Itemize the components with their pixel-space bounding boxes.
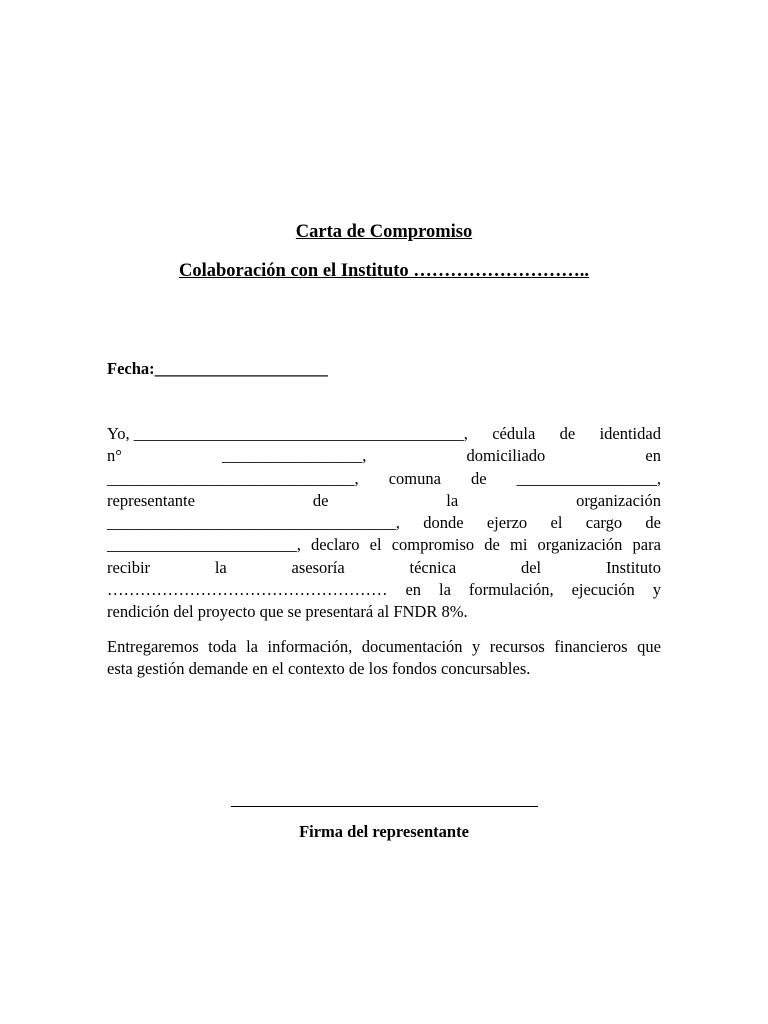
signature-line xyxy=(231,806,538,807)
word: toda xyxy=(208,637,237,656)
paragraph-line xyxy=(107,423,661,445)
word: asesoría xyxy=(291,557,345,577)
word: que xyxy=(637,637,661,656)
word: información, xyxy=(267,637,353,656)
word: el xyxy=(369,535,382,555)
paragraph-line xyxy=(107,557,661,579)
word: recibir xyxy=(107,557,151,577)
word: la xyxy=(246,637,258,656)
word: domiciliado xyxy=(466,446,546,466)
word: ______________________________, xyxy=(107,468,359,488)
resources-paragraph xyxy=(107,636,661,681)
word: donde xyxy=(423,513,464,533)
word: para xyxy=(632,535,661,555)
commitment-paragraph xyxy=(107,423,661,624)
word: cargo xyxy=(585,513,623,533)
document-title: Carta de Compromiso xyxy=(295,222,473,242)
word: _________________, xyxy=(221,446,367,466)
word: compromiso xyxy=(391,535,475,555)
word: del xyxy=(520,557,542,577)
word: de xyxy=(312,490,329,510)
paragraph-line xyxy=(107,636,661,658)
word: la xyxy=(446,490,459,510)
word: la xyxy=(214,557,227,577)
word: …………………………………………… xyxy=(107,580,388,600)
word: organización xyxy=(576,490,661,510)
word: _______________________, xyxy=(107,535,301,555)
word: en xyxy=(405,580,422,600)
paragraph-line xyxy=(107,468,661,490)
word: técnica xyxy=(409,557,457,577)
word: comuna xyxy=(388,468,441,488)
word: recursos xyxy=(489,637,545,656)
word: de xyxy=(559,424,576,443)
paragraph-line: esta gestión demande en el contexto de los fondos concursables. xyxy=(107,659,531,679)
word: cédula xyxy=(492,424,536,443)
word: documentación xyxy=(361,637,463,656)
word: Instituto xyxy=(605,557,661,577)
word: _________________, xyxy=(516,468,661,488)
word: en xyxy=(645,446,661,466)
signature-label: Firma del representante xyxy=(299,822,469,841)
word: el xyxy=(550,513,563,533)
word: financieros xyxy=(554,637,628,656)
paragraph-line: rendición del proyecto que se presentará al FNDR 8%. xyxy=(107,602,468,622)
date-field: Fecha:_____________________ xyxy=(107,359,328,378)
word: Yo, ________________________________________, xyxy=(107,424,468,443)
word: mi xyxy=(509,535,528,555)
word: de xyxy=(645,513,661,533)
paragraph-line xyxy=(107,490,661,512)
paragraph-line xyxy=(107,445,661,467)
document-subtitle: Colaboración con el Instituto ……………………….. xyxy=(178,261,590,281)
word: de xyxy=(470,468,487,488)
word: Entregaremos xyxy=(107,637,199,656)
paragraph-line xyxy=(107,512,661,534)
word: la xyxy=(438,580,451,600)
word: y xyxy=(472,637,481,656)
paragraph-line xyxy=(107,579,661,601)
word: ejerzo xyxy=(486,513,528,533)
word: ___________________________________, xyxy=(107,513,400,533)
word: organización xyxy=(537,535,623,555)
word: y xyxy=(652,580,661,600)
word: declaro xyxy=(310,535,360,555)
word: ejecución xyxy=(571,580,635,600)
word: n° xyxy=(107,446,122,466)
paragraph-line xyxy=(107,534,661,556)
word: de xyxy=(484,535,500,555)
word: formulación, xyxy=(468,580,554,600)
word: representante xyxy=(107,490,195,510)
word: identidad xyxy=(599,424,661,443)
